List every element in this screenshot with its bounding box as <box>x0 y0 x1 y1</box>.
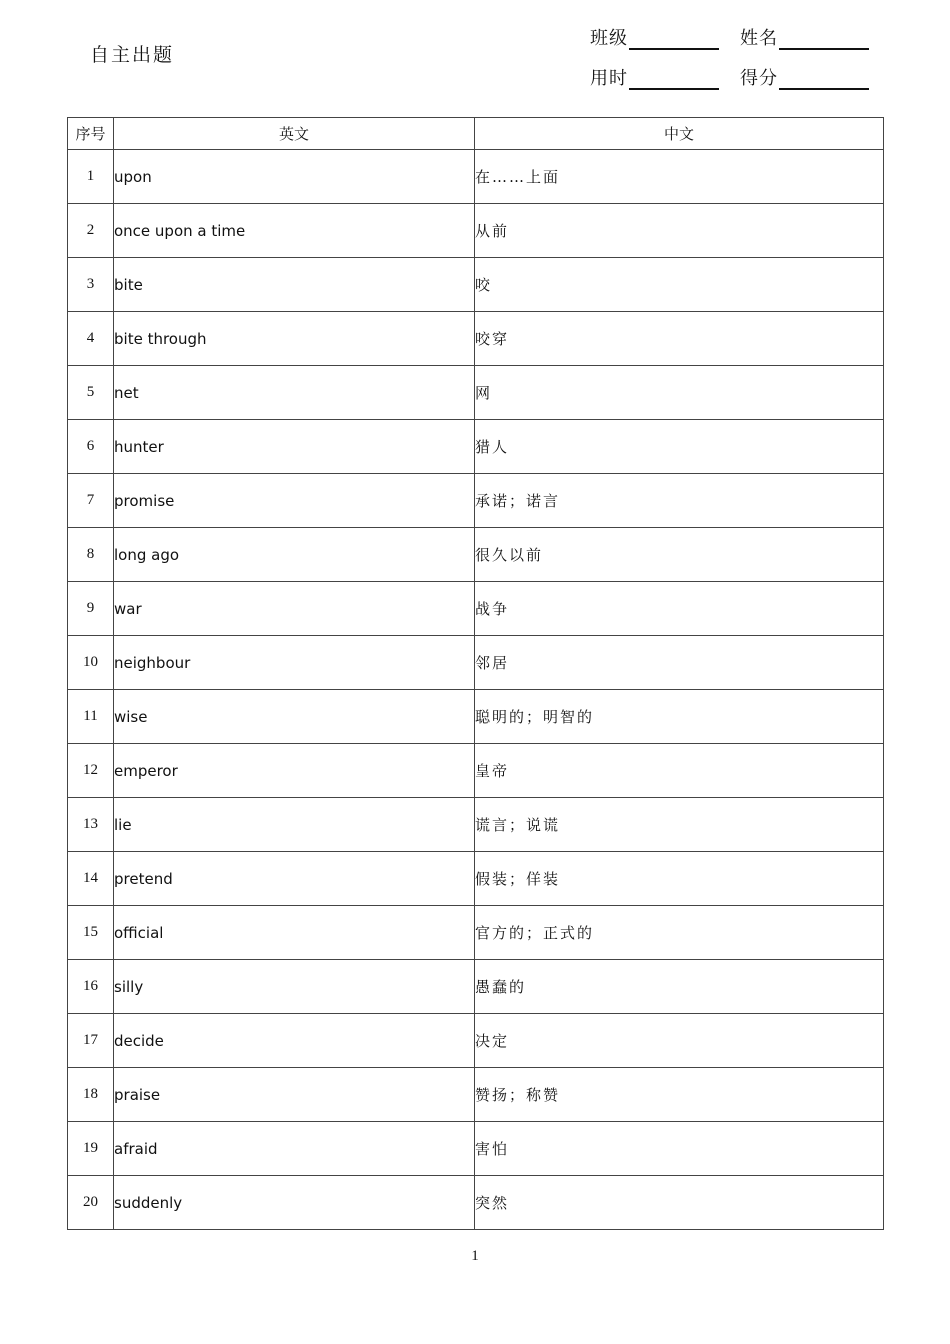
chinese-meaning: 官方的；正式的 <box>475 906 884 960</box>
chinese-meaning: 决定 <box>475 1014 884 1068</box>
row-number: 17 <box>68 1014 114 1068</box>
english-word: once upon a time <box>114 204 475 258</box>
row-number: 15 <box>68 906 114 960</box>
class-blank-line[interactable] <box>629 28 719 50</box>
row-number: 7 <box>68 474 114 528</box>
chinese-meaning: 突然 <box>475 1176 884 1230</box>
english-word: lie <box>114 798 475 852</box>
row-number: 8 <box>68 528 114 582</box>
table-row <box>68 906 884 960</box>
chinese-meaning: 假装；佯装 <box>475 852 884 906</box>
english-word: official <box>114 906 475 960</box>
table-row <box>68 852 884 906</box>
table-header-row <box>68 118 884 150</box>
class-label: 班级 <box>590 28 628 49</box>
chinese-meaning: 赞扬；称赞 <box>475 1068 884 1122</box>
score-field[interactable] <box>740 64 869 90</box>
page-number: 1 <box>471 1248 479 1264</box>
row-number: 12 <box>68 744 114 798</box>
time-blank-line[interactable] <box>629 68 719 90</box>
table-row <box>68 474 884 528</box>
table-row <box>68 798 884 852</box>
english-word: emperor <box>114 744 475 798</box>
table-row <box>68 150 884 204</box>
row-number: 4 <box>68 312 114 366</box>
table-row <box>68 1122 884 1176</box>
row-number: 6 <box>68 420 114 474</box>
row-number: 10 <box>68 636 114 690</box>
table-row <box>68 960 884 1014</box>
chinese-meaning: 咬穿 <box>475 312 884 366</box>
chinese-meaning: 在……上面 <box>475 150 884 204</box>
row-number: 16 <box>68 960 114 1014</box>
table-row <box>68 420 884 474</box>
column-header-number: 序号 <box>68 118 114 150</box>
table-row <box>68 312 884 366</box>
chinese-meaning: 猎人 <box>475 420 884 474</box>
english-word: afraid <box>114 1122 475 1176</box>
row-number: 14 <box>68 852 114 906</box>
row-number: 9 <box>68 582 114 636</box>
class-field[interactable] <box>590 24 719 50</box>
table-row <box>68 258 884 312</box>
score-blank-line[interactable] <box>779 68 869 90</box>
english-word: long ago <box>114 528 475 582</box>
english-word: hunter <box>114 420 475 474</box>
table-row <box>68 582 884 636</box>
table-row <box>68 1014 884 1068</box>
chinese-meaning: 咬 <box>475 258 884 312</box>
chinese-meaning: 谎言；说谎 <box>475 798 884 852</box>
chinese-meaning: 愚蠢的 <box>475 960 884 1014</box>
table-row <box>68 528 884 582</box>
row-number: 3 <box>68 258 114 312</box>
chinese-meaning: 邻居 <box>475 636 884 690</box>
table-row <box>68 1068 884 1122</box>
chinese-meaning: 从前 <box>475 204 884 258</box>
english-word: silly <box>114 960 475 1014</box>
english-word: wise <box>114 690 475 744</box>
table-row <box>68 366 884 420</box>
time-field[interactable] <box>590 64 719 90</box>
row-number: 11 <box>68 690 114 744</box>
row-number: 5 <box>68 366 114 420</box>
chinese-meaning: 害怕 <box>475 1122 884 1176</box>
row-number: 20 <box>68 1176 114 1230</box>
english-word: decide <box>114 1014 475 1068</box>
time-label: 用时 <box>590 68 628 89</box>
english-word: bite <box>114 258 475 312</box>
chinese-meaning: 皇帝 <box>475 744 884 798</box>
row-number: 19 <box>68 1122 114 1176</box>
column-header-english: 英文 <box>114 118 475 150</box>
chinese-meaning: 很久以前 <box>475 528 884 582</box>
english-word: neighbour <box>114 636 475 690</box>
name-blank-line[interactable] <box>779 28 869 50</box>
table-row <box>68 744 884 798</box>
english-word: war <box>114 582 475 636</box>
name-field[interactable] <box>740 24 869 50</box>
english-word: promise <box>114 474 475 528</box>
chinese-meaning: 聪明的；明智的 <box>475 690 884 744</box>
english-word: pretend <box>114 852 475 906</box>
name-label: 姓名 <box>740 28 778 49</box>
row-number: 1 <box>68 150 114 204</box>
table-row <box>68 636 884 690</box>
row-number: 2 <box>68 204 114 258</box>
chinese-meaning: 承诺；诺言 <box>475 474 884 528</box>
english-word: suddenly <box>114 1176 475 1230</box>
chinese-meaning: 战争 <box>475 582 884 636</box>
vocabulary-table <box>67 117 884 1230</box>
english-word: bite through <box>114 312 475 366</box>
chinese-meaning: 网 <box>475 366 884 420</box>
table-row <box>68 1176 884 1230</box>
english-word: net <box>114 366 475 420</box>
column-header-chinese: 中文 <box>475 118 884 150</box>
row-number: 13 <box>68 798 114 852</box>
english-word: praise <box>114 1068 475 1122</box>
table-row <box>68 690 884 744</box>
row-number: 18 <box>68 1068 114 1122</box>
english-word: upon <box>114 150 475 204</box>
page-title: 自主出题 <box>90 44 175 66</box>
table-row <box>68 204 884 258</box>
score-label: 得分 <box>740 68 778 89</box>
